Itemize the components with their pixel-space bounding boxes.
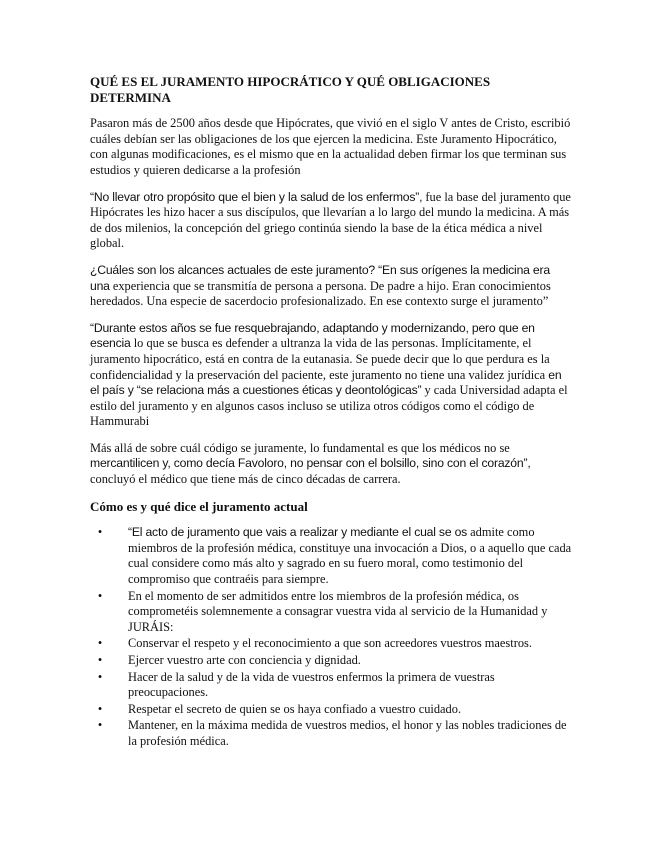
bullet-icon: • xyxy=(97,588,103,603)
list-item-text: Ejercer vuestro arte con conciencia y dignidad. xyxy=(128,653,361,667)
list-item-text: Mantener, en la máxima medida de vuestros medios, el honor y las nobles tradiciones de la profesión médica. xyxy=(128,718,567,748)
list-item xyxy=(97,669,572,701)
bullet-icon: • xyxy=(97,718,103,733)
list-item-text: Hacer de la salud y de la vida de vuestros enfermos la primera de vuestras preocupaciones. xyxy=(128,669,495,700)
list-item xyxy=(97,588,572,636)
list-item xyxy=(97,718,572,749)
paragraph-evolution xyxy=(90,321,572,430)
bullet-icon: • xyxy=(97,701,103,716)
list-item-text: Conservar el respeto y el reconocimiento a que son acreedores vuestros maestros. xyxy=(128,636,532,651)
quote-text: ¿Cuáles son los alcances actuales de este juramento? “En sus orígenes la medicina era una xyxy=(90,262,550,293)
body-text: lo que se busca es defender a ultranza la vida de las personas. Implícitamente, el juramento hipocrático, está en contra de la eutanasia. Se puede decir que lo que perdura es la confidencialidad y la preservación del paciente, este juramento no tiene una validez jurídica xyxy=(90,336,550,382)
body-text: experiencia que se transmitía de persona a persona. De padre a hijo. Eran conocimientos heredados. Una especie de sacerdocio profesionalizado. En ese contexto surge el juramento” xyxy=(90,278,551,309)
quote-text: “No llevar otro propósito que el bien y la salud de los enfermos”, xyxy=(90,189,423,204)
document-title: QUÉ ES EL JURAMENTO HIPOCRÁTICO Y QUÉ OBLIGACIONES DETERMINA xyxy=(90,74,491,105)
body-text: Más allá de sobre cuál código se juramente, lo fundamental es que los médicos no se xyxy=(90,440,510,455)
quote-text: mercantilicen y, como decía Favoloro, no pensar con el bolsillo, sino con el corazón”, xyxy=(90,456,531,471)
body-text: concluyó el médico que tiene más de cinco décadas de carrera. xyxy=(90,472,401,487)
list-item xyxy=(97,636,572,652)
list-item xyxy=(97,525,572,587)
quote-text: en el país y “se relaciona más a cuestiones éticas y deontológicas” xyxy=(90,367,562,398)
section-heading: Cómo es y qué dice el juramento actual xyxy=(90,498,308,514)
bullet-icon: • xyxy=(97,669,103,684)
paragraph-intro: Pasaron más de 2500 años desde que Hipócrates, que vivió en el siglo V antes de Cristo, escribió cuáles debían ser las obligaciones de los que ejercen la medicina. Este Juramento Hipocrático, con algunas modificaciones, es el mismo que en la actualidad deben firmar los que terminan sus estudios y quieren dedicarse a la profesión xyxy=(90,116,571,177)
list-item xyxy=(97,653,572,669)
quote-text: “Durante estos años se fue resquebrajando, adaptando y modernizando, pero que en esencia xyxy=(90,320,535,351)
paragraph-scope xyxy=(90,263,572,310)
quote-text: “El acto de juramento que vais a realizar y mediante el cual se os xyxy=(128,525,468,540)
list-item-text: En el momento de ser admitidos entre los miembros de la profesión médica, os comprometéis solemnemente a consagrar vuestra vida al servicio de la Humanidad y JURÁIS: xyxy=(128,588,548,634)
document-page xyxy=(90,74,572,751)
body-text: y cada Universidad adapta el estilo del juramento y en algunos casos incluso se utiliza otros códigos como el código de Hammurabi xyxy=(90,383,568,429)
paragraph-conclusion xyxy=(90,441,572,488)
bullet-icon: • xyxy=(97,525,103,540)
bullet-icon: • xyxy=(97,636,103,651)
oath-list xyxy=(90,525,572,749)
list-item-text: Respetar el secreto de quien se os haya confiado a vuestro cuidado. xyxy=(128,701,462,716)
bullet-icon: • xyxy=(97,653,103,667)
body-text: fue la base del juramento que Hipócrates les hizo hacer a sus discípulos, que llevarían a lo largo del mundo la medicina. A más de dos milenios, la concepción del griego continúa siendo la base de la ética médica a nivel global. xyxy=(90,189,571,251)
list-item-text: admite como miembros de la profesión médica, constituye una invocación a Dios, o a aquello que cada cual considere como más alto y sagrado en su fuero moral, como testimonio del compromiso que contraéis para siempre. xyxy=(128,525,572,587)
list-item xyxy=(97,701,572,718)
paragraph-origin xyxy=(90,190,572,252)
